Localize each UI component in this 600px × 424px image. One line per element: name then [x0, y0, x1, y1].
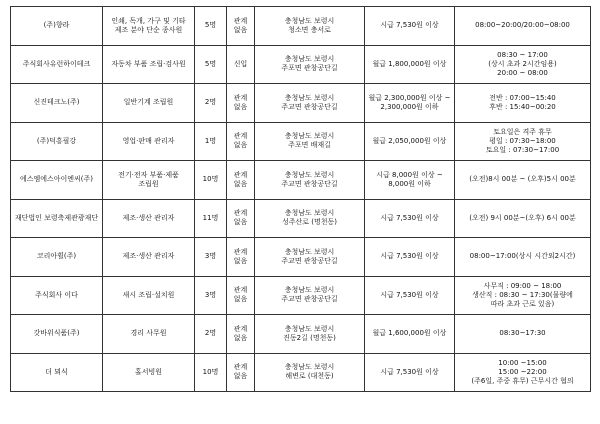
- headcount-cell: 2명: [195, 84, 227, 123]
- wage-cell: 월급 2,300,000원 이상 ~ 2,300,000원 이하: [365, 84, 455, 123]
- career-cell: 관계 없음: [227, 353, 255, 392]
- job-listings-table: [10, 6, 591, 392]
- table-row: [11, 238, 591, 277]
- table-row: [11, 276, 591, 315]
- career-cell: 관계 없음: [227, 315, 255, 354]
- duty-cell: 영업·판매 관리자: [103, 122, 195, 161]
- duty-cell: 제조·생산 관리자: [103, 238, 195, 277]
- duty-cell: 제조·생산 관리자: [103, 199, 195, 238]
- headcount-cell: 3명: [195, 276, 227, 315]
- hours-cell: 08:30~17:30: [455, 315, 591, 354]
- location-cell: 충청남도 보령시 주교면 관창공단길: [255, 238, 365, 277]
- location-cell: 충청남도 보령시 주교면 관창공단길: [255, 161, 365, 200]
- company-cell: 주식회사 이다: [11, 276, 103, 315]
- company-cell: 갓바위식품(주): [11, 315, 103, 354]
- headcount-cell: 5명: [195, 7, 227, 46]
- career-cell: 관계 없음: [227, 122, 255, 161]
- location-cell: 충청남도 보령시 주포면 배재길: [255, 122, 365, 161]
- company-cell: 더 뫼식: [11, 353, 103, 392]
- wage-cell: 시급 7,530원 이상: [365, 276, 455, 315]
- hours-cell: 전반 : 07:00~15:40 후반 : 15:40~00:20: [455, 84, 591, 123]
- career-cell: 신입: [227, 45, 255, 84]
- company-cell: 신진테크노(주): [11, 84, 103, 123]
- duty-cell: 새시 조립·설치원: [103, 276, 195, 315]
- location-cell: 충청남도 보령시 해변로 (대천동): [255, 353, 365, 392]
- career-cell: 관계 없음: [227, 276, 255, 315]
- headcount-cell: 1명: [195, 122, 227, 161]
- location-cell: 충청남도 보령시 주교면 관창공단길: [255, 84, 365, 123]
- location-cell: 충청남도 보령시 성주산로 (명천동): [255, 199, 365, 238]
- duty-cell: 홀서빙원: [103, 353, 195, 392]
- table-row: [11, 161, 591, 200]
- company-cell: 주식회사유런하이테크: [11, 45, 103, 84]
- location-cell: 충청남도 보령시 진동2길 (명천동): [255, 315, 365, 354]
- wage-cell: 시급 7,530원 이상: [365, 238, 455, 277]
- hours-cell: (오전)8시 00분 ~ (오후)5시 00분: [455, 161, 591, 200]
- headcount-cell: 10명: [195, 353, 227, 392]
- duty-cell: 일반기계 조립원: [103, 84, 195, 123]
- hours-cell: 08:30 ~ 17:00 (상시 초과 2시간임용) 20:00 ~ 08:00: [455, 45, 591, 84]
- wage-cell: 시급 8,000원 이상 ~ 8,000원 이하: [365, 161, 455, 200]
- company-cell: 재단법인 보령축제관광재단: [11, 199, 103, 238]
- table-row: [11, 199, 591, 238]
- hours-cell: 사무직 : 09:00 ~ 18:00 생산직 : 08:30 ~ 17:30(물량에 따라 초과 근로 있음): [455, 276, 591, 315]
- duty-cell: 인쇄, 독개, 가구 및 기타 제조 분야 단순 종사원: [103, 7, 195, 46]
- company-cell: (주)덕흥필강: [11, 122, 103, 161]
- duty-cell: 전기·전자 부품·제품 조립원: [103, 161, 195, 200]
- career-cell: 관계 없음: [227, 238, 255, 277]
- hours-cell: 08:00~20:00/20:00~08:00: [455, 7, 591, 46]
- table-row: [11, 84, 591, 123]
- wage-cell: 월급 1,600,000원 이상: [365, 315, 455, 354]
- location-cell: 충청남도 보령시 주교면 관창공단길: [255, 276, 365, 315]
- headcount-cell: 3명: [195, 238, 227, 277]
- table-row: [11, 45, 591, 84]
- company-cell: 코리아휠(주): [11, 238, 103, 277]
- hours-cell: 토요일은 격주 휴무 평일 : 07:30~18:00 토요일 : 07:30~17:00: [455, 122, 591, 161]
- wage-cell: 시급 7,530원 이상: [365, 199, 455, 238]
- career-cell: 관계 없음: [227, 84, 255, 123]
- wage-cell: 시급 7,530원 이상: [365, 7, 455, 46]
- table-row: [11, 122, 591, 161]
- duty-cell: 자동차 부품 조립·검사원: [103, 45, 195, 84]
- company-cell: 에스엠에스아이엔씨(주): [11, 161, 103, 200]
- career-cell: 관계 없음: [227, 161, 255, 200]
- wage-cell: 월급 2,050,000원 이상: [365, 122, 455, 161]
- headcount-cell: 5명: [195, 45, 227, 84]
- career-cell: 관계 없음: [227, 199, 255, 238]
- table-row: [11, 7, 591, 46]
- headcount-cell: 10명: [195, 161, 227, 200]
- hours-cell: 08:00~17:00(상시 시간외2시간): [455, 238, 591, 277]
- location-cell: 충청남도 보령시 청소면 충서로: [255, 7, 365, 46]
- headcount-cell: 11명: [195, 199, 227, 238]
- table-body: [11, 7, 591, 392]
- career-cell: 관계 없음: [227, 7, 255, 46]
- company-cell: (주)향라: [11, 7, 103, 46]
- table-row: [11, 315, 591, 354]
- duty-cell: 경리 사무원: [103, 315, 195, 354]
- job-listings-sheet: [10, 6, 590, 392]
- hours-cell: (오전) 9시 00분~(오후) 6시 00분: [455, 199, 591, 238]
- location-cell: 충청남도 보령시 주포면 관창공단길: [255, 45, 365, 84]
- headcount-cell: 2명: [195, 315, 227, 354]
- wage-cell: 월급 1,800,000원 이상: [365, 45, 455, 84]
- hours-cell: 10:00 ~15:00 15:00 ~22:00 (주6일, 주중 휴무) 근무시간 협의: [455, 353, 591, 392]
- table-row: [11, 353, 591, 392]
- wage-cell: 시급 7,530원 이상: [365, 353, 455, 392]
